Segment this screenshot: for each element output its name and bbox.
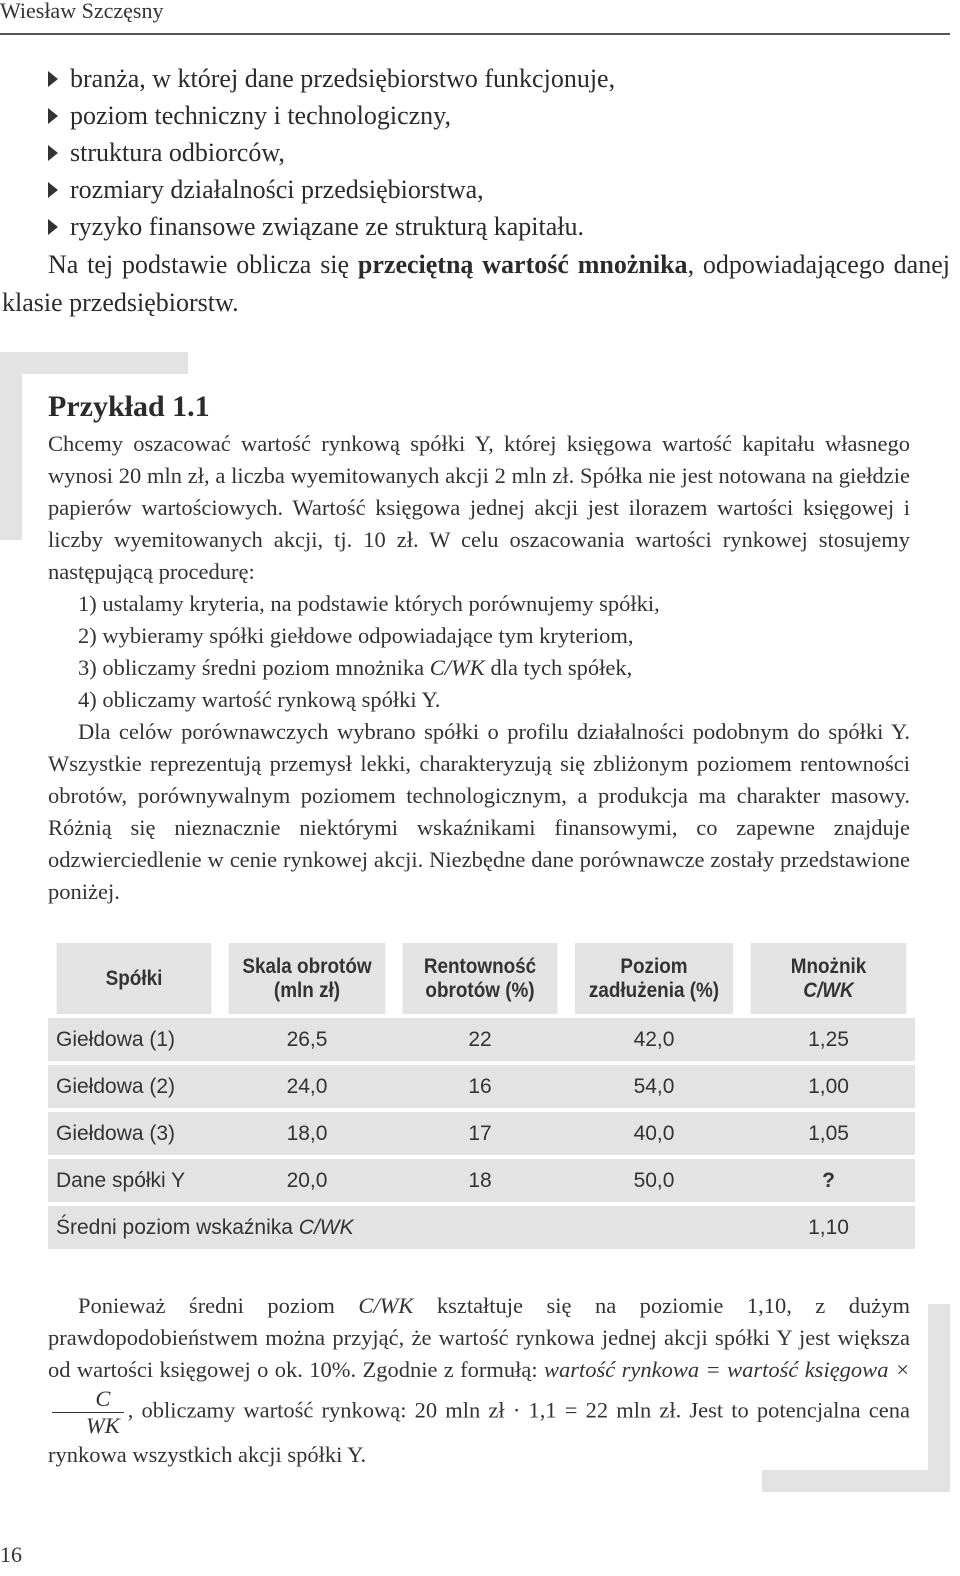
list-item: struktura odbiorców,: [48, 134, 928, 171]
comparison-table: [48, 943, 915, 1249]
conclusion-paragraph: Ponieważ średni poziom C/WK kształtuje się na poziomie 1,10, z dużym prawdopodobieństwem można przyjąć, że wartość rynkowa jednej akcji spółki Y jest większa od wartości księgowej o ok. 10%. Zgodnie z formułą: wartość rynkowa = wartość księgowa × $\frac{C}{WK}$ , obliczamy wartość rynkową: 20 mln zł · 1,1 = 22 mln zł. Jest to potencjalna cena rynkowa wszystkich akcji spółki Y.: [48, 1293, 910, 1467]
intro-paragraph: Na tej podstawie oblicza się przeciętną wartość mnożnika, odpowiadającego danej klasie przedsiębiorstw.: [2, 250, 950, 317]
conclusion: [48, 1290, 910, 1471]
scale-cell: 26,5: [220, 1018, 394, 1061]
column-header: Poziom zadłużenia (%): [575, 943, 733, 1014]
column-header: Spółki: [57, 943, 212, 1014]
company-cell: Giełdowa (1): [48, 1018, 220, 1061]
profitability-cell: 18: [394, 1159, 566, 1202]
fraction-c-over-wk: $\frac{C}{WK}$: [52, 1386, 124, 1439]
bullet-triangle-icon: [48, 219, 58, 235]
procedure-step: 1) ustalamy kryteria, na podstawie których porównujemy spółki,: [78, 591, 660, 616]
profitability-cell: 16: [394, 1065, 566, 1108]
debt-cell: 50,0: [566, 1159, 742, 1202]
column-header: Mnożnik C/WK: [751, 943, 907, 1014]
procedure-step: 2) wybieramy spółki giełdowe odpowiadające tym kryteriom,: [78, 623, 634, 648]
summary-label: Średni poziom wskaźnika C/WK: [48, 1206, 742, 1249]
company-cell: Dane spółki Y: [48, 1159, 220, 1202]
profitability-cell: 22: [394, 1018, 566, 1061]
column-header: Rentowność obrotów (%): [403, 943, 558, 1014]
profitability-cell: 17: [394, 1112, 566, 1155]
multiplier-cell: 1,00: [742, 1065, 915, 1108]
table-row: [48, 1065, 915, 1108]
scale-cell: 24,0: [220, 1065, 394, 1108]
example-paragraph: Dla celów porównawczych wybrano spółki o profilu działalności podobnym do spółki Y. Wszystkie reprezentują przemysł lekki, charakteryzują się zbliżonym poziomem rentowności obrotów, porównywalnym poziomem technologicznym, a produkcja ma charakter masowy. Różnią się nieznacznie niektórymi wskaźnikami finansowymi, co zapewne znajduje odzwierciedlenie w cenie rynkowej akcji. Niezbędne dane porównawcze zostały przedstawione poniżej.: [48, 719, 910, 904]
list-item: branża, w której dane przedsiębiorstwo funkcjonuje,: [48, 60, 928, 97]
summary-value: 1,10: [742, 1206, 915, 1249]
page-number: 16: [0, 1542, 22, 1567]
key-term: przeciętną wartość mnożnika: [357, 250, 688, 279]
example-frame-top: [0, 352, 188, 374]
list-item: ryzyko finansowe związane ze strukturą kapitału.: [48, 208, 928, 245]
example-frame-left: [0, 352, 22, 540]
procedure-step: 3) obliczamy średni poziom mnożnika C/WK dla tych spółek,: [78, 655, 633, 680]
scale-cell: 18,0: [220, 1112, 394, 1155]
table-header-row: [48, 943, 915, 1014]
example-frame-bottom: [762, 1470, 950, 1492]
list-item: poziom techniczny i technologiczny,: [48, 97, 928, 134]
procedure-step: 4) obliczamy wartość rynkową spółki Y.: [78, 687, 441, 712]
example-paragraph: Chcemy oszacować wartość rynkową spółki Y, której księgowa wartość kapitału własnego wynosi 20 mln zł, a liczba wyemitowanych akcji 2 mln zł. Spółka nie jest notowana na giełdzie papierów wartościowych. Wartość księgowa jednej akcji jest ilorazem wartości księgowej i liczby wyemitowanych akcji, tj. 10 zł. W celu oszacowania wartości rynkowej stosujemy następującą procedurę:: [48, 431, 910, 584]
header-divider: [0, 33, 950, 35]
company-cell: Giełdowa (2): [48, 1065, 220, 1108]
column-header: Skala obrotów (mln zł): [229, 943, 386, 1014]
table-row: [48, 1018, 915, 1061]
running-header-author: Wiesław Szczęsny: [0, 0, 164, 23]
example-body: [48, 428, 910, 908]
debt-cell: 40,0: [566, 1112, 742, 1155]
multiplier-cell: 1,25: [742, 1018, 915, 1061]
debt-cell: 54,0: [566, 1065, 742, 1108]
bullet-triangle-icon: [48, 108, 58, 124]
scale-cell: 20,0: [220, 1159, 394, 1202]
factors-list: [48, 60, 928, 245]
bullet-triangle-icon: [48, 182, 58, 198]
table-row: [48, 1159, 915, 1202]
example-title: Przykład 1.1: [48, 390, 210, 423]
table-row: [48, 1112, 915, 1155]
debt-cell: 42,0: [566, 1018, 742, 1061]
multiplier-cell: 1,05: [742, 1112, 915, 1155]
multiplier-cell: ?: [742, 1159, 915, 1202]
company-cell: Giełdowa (3): [48, 1112, 220, 1155]
list-item: rozmiary działalności przedsiębiorstwa,: [48, 171, 928, 208]
bullet-triangle-icon: [48, 145, 58, 161]
example-frame-right: [928, 1304, 950, 1492]
bullet-triangle-icon: [48, 71, 58, 87]
formula: wartość rynkowa = wartość księgowa ×: [544, 1357, 910, 1382]
summary-row: [48, 1206, 915, 1249]
